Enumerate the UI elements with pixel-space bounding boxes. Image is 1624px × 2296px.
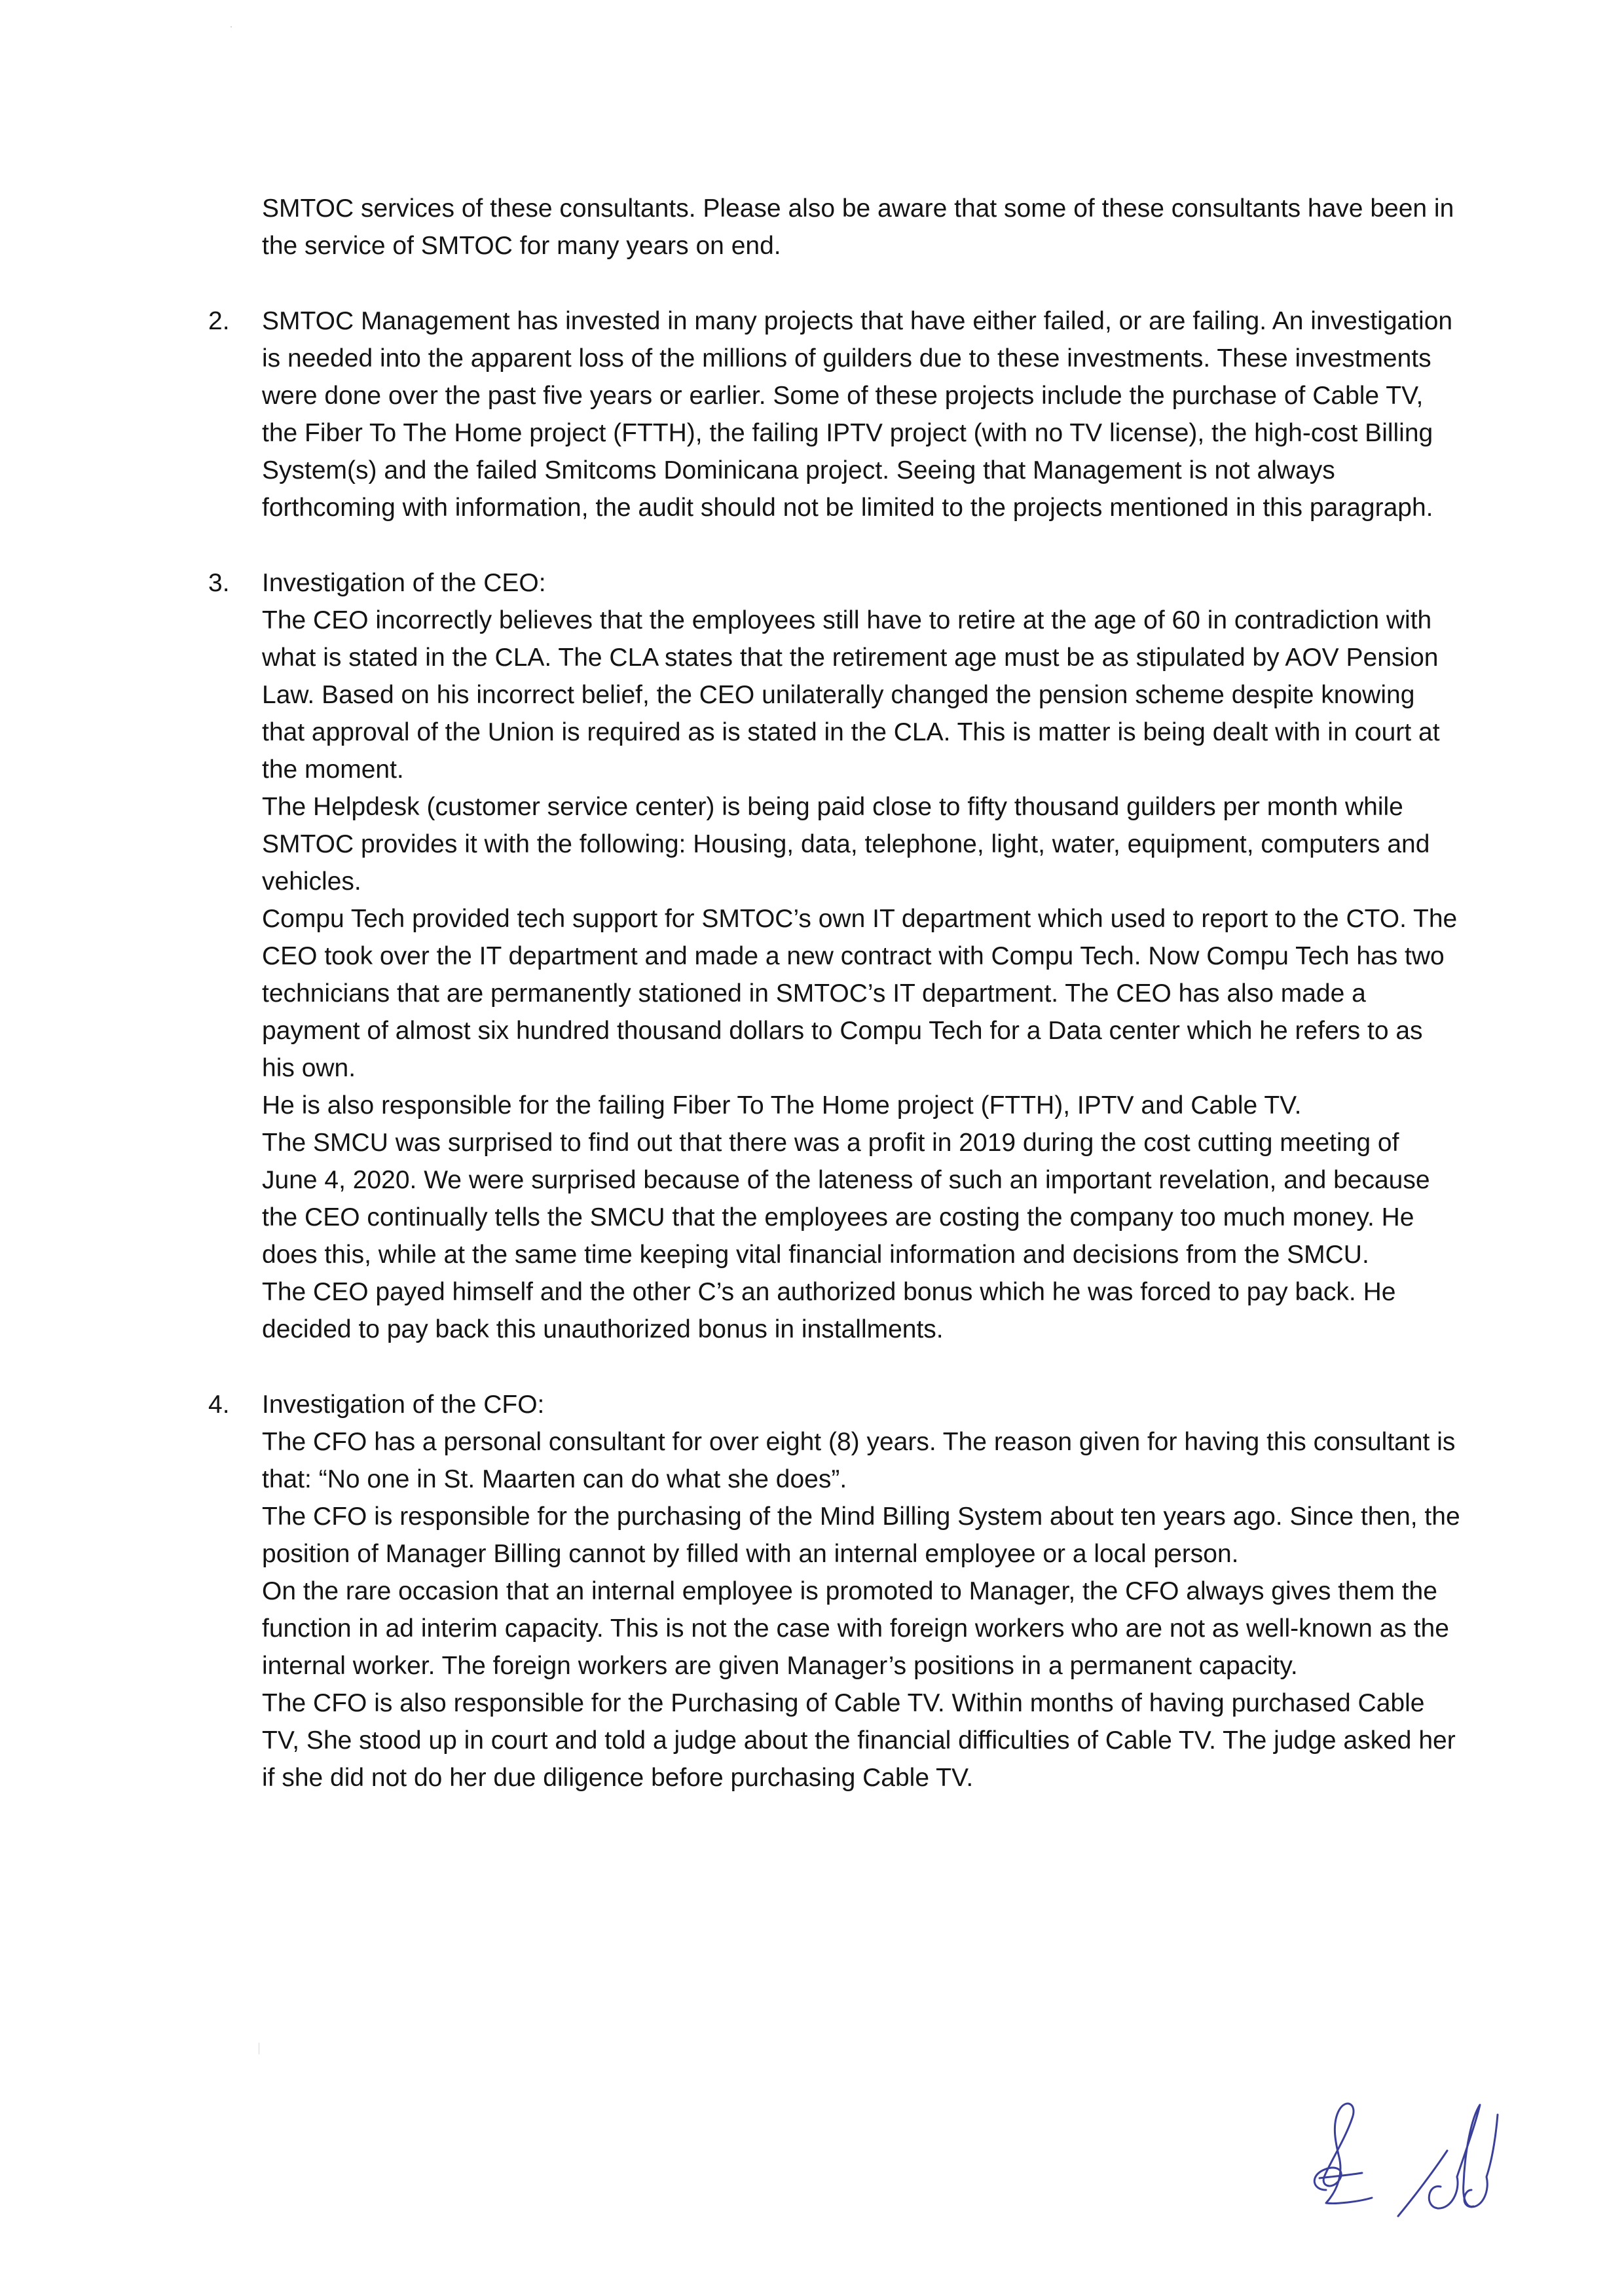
item-number: 2. — [208, 307, 230, 335]
item-paragraph: The CEO payed himself and the other C’s an authorized bonus which he was forced to pay back. He decided to pay back this unauthorized bonus in installments. — [262, 1278, 1396, 1343]
item-paragraph: SMTOC Management has invested in many projects that have either failed, or are failing. An investigation is needed into the apparent loss of the millions of guilders due to these investments. These investments were done over the past five years or earlier. Some of these projects include the purchase of Cable TV, the Fiber To The Home project (FTTH), the failing IPTV project (with no TV license), the high-cost Billing System(s) and the failed Smitcoms Dominicana project. Seeing that Management is not always forthcoming with information, the audit should not be limited to the projects mentioned in this paragraph. — [262, 307, 1453, 522]
scan-speck — [231, 26, 232, 27]
document-body — [208, 190, 1460, 1796]
item-paragraph: The CFO is also responsible for the Purchasing of Cable TV. Within months of having purchased Cable TV, She stood up in court and told a judge about the financial difficulties of Cable TV. The judge asked her if she did not do her due diligence before purchasing Cable TV. — [262, 1689, 1456, 1792]
item-body — [262, 302, 1460, 526]
list-item-3 — [208, 564, 1460, 1348]
item-body — [262, 1386, 1460, 1796]
item-paragraph: He is also responsible for the failing Fiber To The Home project (FTTH), IPTV and Cable TV. — [262, 1091, 1302, 1120]
handwritten-initials-signature — [1300, 2092, 1503, 2223]
item-paragraph: The Helpdesk (customer service center) is being paid close to fifty thousand guilders per month while SMTOC provides it with the following: Housing, data, telephone, light, water, equipment, computers and vehicles. — [262, 793, 1430, 896]
item-paragraph: Compu Tech provided tech support for SMTOC’s own IT department which used to report to the CTO. The CEO took over the IT department and made a new contract with Compu Tech. Now Compu Tech has two technicians that are permanently stationed in SMTOC’s IT department. The CEO has also made a payment of almost six hundred thousand dollars to Compu Tech for a Data center which he refers to as his own. — [262, 905, 1458, 1082]
list-item-4 — [208, 1386, 1460, 1796]
item-number: 4. — [208, 1391, 230, 1419]
item-body — [262, 564, 1460, 1348]
intro-paragraph: SMTOC services of these consultants. Please also be aware that some of these consultants have been in the service of SMTOC for many years on end. — [262, 194, 1454, 260]
item-paragraph: The CEO incorrectly believes that the employees still have to retire at the age of 60 in contradiction with what is stated in the CLA. The CLA states that the retirement age must be as stipulated by AOV Pension Law. Based on his incorrect belief, the CEO unilaterally changed the pension scheme despite knowing that approval of the Union is required as is stated in the CLA. This is matter is being dealt with in court at the moment. — [262, 606, 1440, 784]
item-paragraph: The SMCU was surprised to find out that there was a profit in 2019 during the cost cutting meeting of June 4, 2020. We were surprised because of the lateness of such an important revelation, and because the CEO continually tells the SMCU that the employees are costing the company too much money. He does this, while at the same time keeping vital financial information and decisions from the SMCU. — [262, 1129, 1430, 1269]
item-heading: Investigation of the CEO: — [262, 569, 546, 597]
item-paragraph: The CFO has a personal consultant for over eight (8) years. The reason given for having this consultant is that: “No one in St. Maarten can do what she does”. — [262, 1428, 1456, 1493]
item-heading: Investigation of the CFO: — [262, 1391, 545, 1419]
list-item-2 — [208, 302, 1460, 526]
item-paragraph: On the rare occasion that an internal employee is promoted to Manager, the CFO always gives them the function in ad interim capacity. This is not the case with foreign workers who are not as well-known as the internal worker. The foreign workers are given Manager’s positions in a permanent capacity. — [262, 1577, 1449, 1680]
item-paragraph: The CFO is responsible for the purchasing of the Mind Billing System about ten years ago. Since then, the position of Manager Billing cannot by filled with an internal employee or a local person. — [262, 1503, 1460, 1568]
item-number: 3. — [208, 569, 230, 597]
